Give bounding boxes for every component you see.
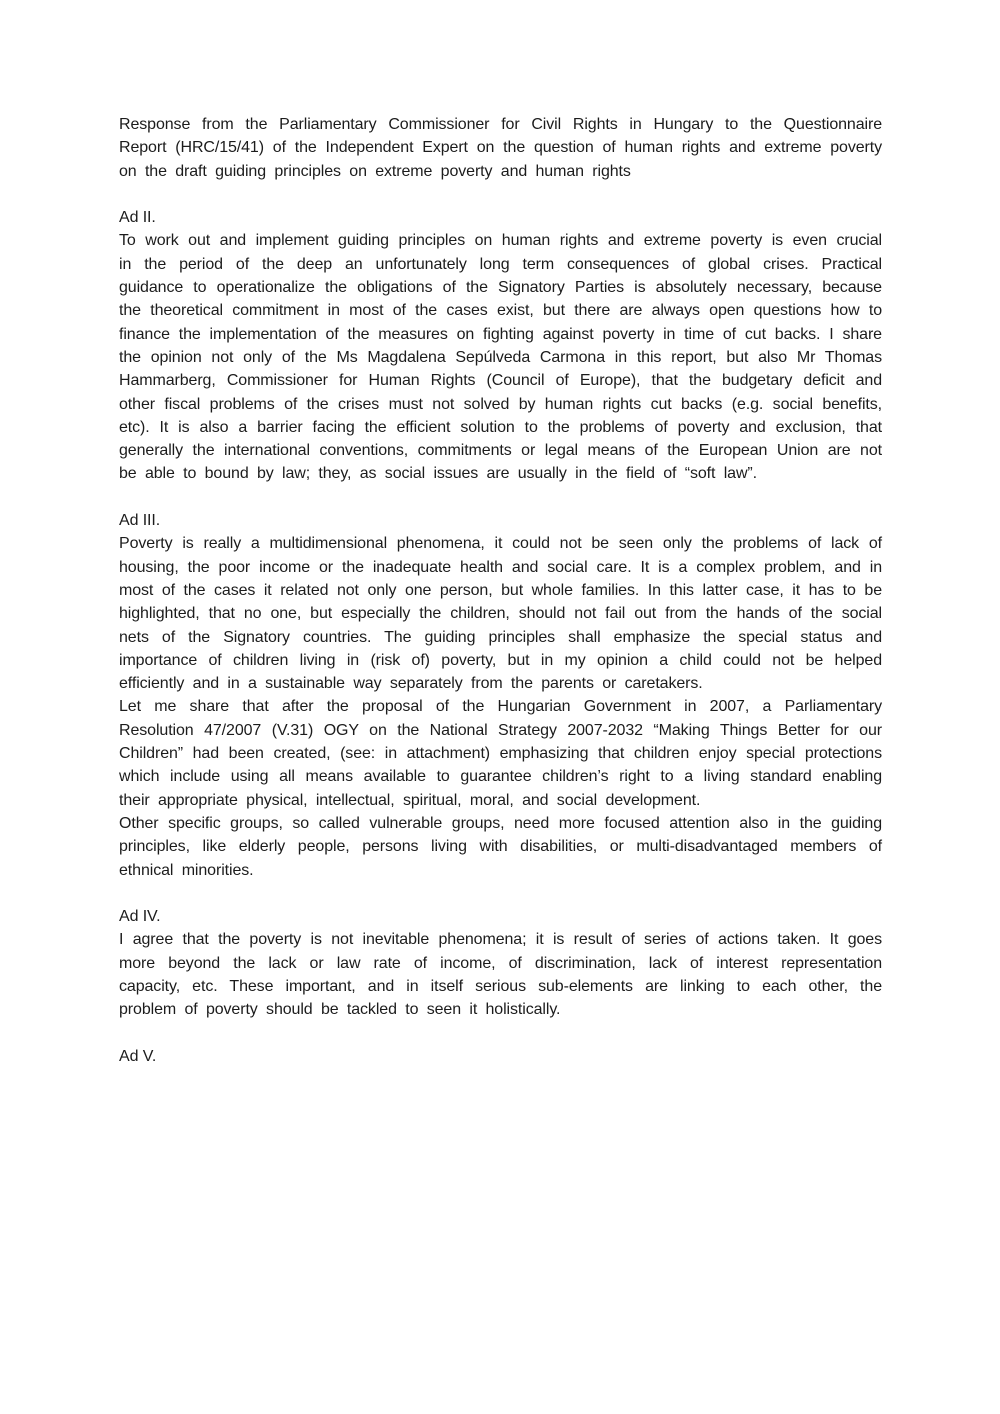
document-title: Response from the Parliamentary Commissioner for Civil Rights in Hungary to the Questionnaire Report (HRC/15/41) of the Independent Expert on the question of human rights and extreme poverty on the draft guiding principles on extreme poverty and human rights [119, 116, 882, 180]
paragraph: Poverty is really a multidimensional phenomena, it could not be seen only the problems of lack of housing, the poor income or the inadequate health and social care. It is a complex problem, and in most of the cases it related not only one person, but whole families. In this latter case, it has to be highlighted, that no one, but especially the children, should not fail out from the hands of the social nets of the Signatory countries. The guiding principles shall emphasize the special status and importance of children living in (risk of) poverty, but in my opinion a child could not be helped efficiently and in a sustainable way separately from the parents or caretakers. [119, 535, 882, 693]
paragraph: Let me share that after the proposal of the Hungarian Government in 2007, a Parliamentary Resolution 47/2007 (V.31) OGY on the National Strategy 2007-2032 “Making Things Better for our Children” had been created, (see: in attachment) emphasizing that children enjoy special protections which include using all means available to guarantee children’s right to a living standard enabling their appropriate physical, intellectual, spiritual, moral, and social development. [119, 698, 882, 809]
section-ad-ii [119, 206, 882, 486]
paragraph: To work out and implement guiding principles on human rights and extreme poverty is even crucial in the period of the deep an unfortunately long term consequences of global crises. Practical guidance to operationalize the obligations of the Signatory Parties is absolutely necessary, because the theoretical commitment in most of the cases exist, but there are always open questions how to finance the implementation of the measures on fighting against poverty in time of cut backs. I share the opinion not only of the Ms Magdalena Sepúlveda Carmona in this report, but also Mr Thomas Hammarberg, Commissioner for Human Rights (Council of Europe), that the budgetary deficit and other fiscal problems of the crises must not solved by human rights cut backs (e.g. social benefits, etc). It is also a barrier facing the efficient solution to the problems of poverty and exclusion, that generally the international conventions, commitments or legal means of the European Union are not be able to bound by law; they, as social issues are usually in the field of “soft law”. [119, 232, 882, 483]
section-ad-iv [119, 905, 882, 1021]
document-content [119, 113, 882, 1068]
paragraph: I agree that the poverty is not inevitable phenomena; it is result of series of actions taken. It goes more beyond the lack or law rate of income, of discrimination, lack of interest representation capacity, etc. These important, and in itself serious sub-elements are linking to each other, the problem of poverty should be tackled to seen it holistically. [119, 931, 882, 1019]
section-ad-iii [119, 509, 882, 882]
section-heading: Ad V. [119, 1047, 157, 1065]
section-heading: Ad III. [119, 512, 161, 530]
paragraph: Other specific groups, so called vulnerable groups, need more focused attention also in the guiding principles, like elderly people, persons living with disabilities, or multi-disadvantaged members of ethnical minorities. [119, 814, 882, 879]
section-heading: Ad IV. [119, 908, 161, 926]
section-ad-v [119, 1045, 882, 1068]
section-heading: Ad II. [119, 209, 156, 227]
